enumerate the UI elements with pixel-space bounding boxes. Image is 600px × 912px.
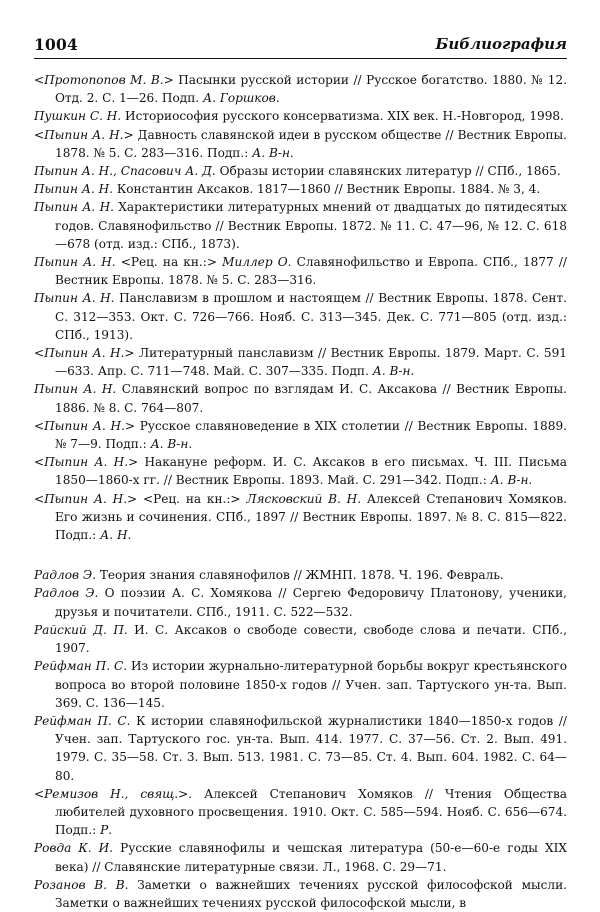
entry-italic-note: А. В-н. [372,364,415,379]
entry-text-continued: Алексей Степанович Хомяков. Его жизнь и сочинения. СПб., 1897 // Вестник Европы. 1897. № 8. С. 815—822. Подп.: [55,491,567,543]
entry-author: Пушкин С. Н. [34,109,122,124]
entry-author: Пыпин А. Н. [34,291,115,306]
entry-italic-note: Р. [100,823,113,838]
entry-italic-note: А. В-н. [150,437,193,452]
entry-text: Русские славянофилы и чешская литература (50-е—60-е годы XIX века) // Славянские литературные связи. Л., 1968. С. 29—71. [55,841,567,874]
bibliography-entry [34,380,567,416]
bibliography-entry [34,253,567,289]
bibliography-entry [34,785,567,840]
entry-text: Пасынки русской истории // Русское богатство. 1880. № 12. Отд. 2. С. 1—26. Подп. [55,73,567,106]
entry-author: Розанов В. В. [34,877,129,892]
entry-text: Историософия русского консерватизма. XIX век. Н.-Новгород, 1998. [121,109,564,124]
entry-author: <Пыпин А. Н.> [34,418,136,433]
bibliography-entry [34,71,567,107]
entry-author: Радлов Э. [34,568,96,583]
bibliography-entry [34,162,567,180]
entry-author: <Пыпин А. Н.> [34,455,139,470]
bibliography-entry [34,417,567,453]
entry-text: Константин Аксаков. 1817—1860 // Вестник Европы. 1884. № 3, 4. [113,182,541,197]
bibliography-entry [34,453,567,489]
entry-text: Заметки о важнейших течениях русской философской мысли. Заметки о важнейших течениях русской философской мысли, в [55,877,567,910]
entry-author: Рейфман П. С. [34,659,128,674]
entry-author: <Пыпин А. Н.> [34,127,134,142]
entry-author: Райский Д. П. [34,622,128,637]
bibliography-entry [34,584,567,620]
bibliography-entry [34,490,567,545]
page-number: 1004 [34,35,78,54]
entry-text: И. С. Аксаков о свободе совести, свободе слова и печати. СПб., 1907. [55,622,567,656]
entry-text: Русское славяноведение в XIX столетии // Вестник Европы. 1889. № 7—9. Подп.: [55,418,567,452]
entry-author: Пыпин А. Н. [34,200,114,215]
entry-text: Из истории журнально-литературной борьбы вокруг крестьянского вопроса во второй половине 1850-х годов // Учен. зап. Тартуского ун-та. Вып. 369. С. 136—145. [55,659,567,710]
bibliography-entry [34,621,567,657]
entry-italic-note: А. В-н. [252,145,294,160]
entry-author: <Ремизов Н., свящ.>. [34,786,193,801]
entry-italic-note: А. Горшков. [202,91,280,106]
entry-author: <Пыпин А. Н.> [34,491,138,506]
entry-text: <Рец. на кн.:> [115,255,223,270]
bibliography-entry [34,198,567,253]
entry-text: <Рец. на кн.:> [137,491,247,506]
entry-text: Алексей Степанович Хомяков // Чтения Общества любителей духовного просвещения. 1910. Окт. С. 585—594. Нояб. С. 656—674. Подп.: [55,786,567,838]
bibliography-entry [34,657,567,712]
entry-text: Давность славянской идеи в русском обществе // Вестник Европы. 1878. № 5. С. 283—316. Подп.: [55,127,567,160]
bibliography-entry [34,126,567,162]
entry-italic-note: А. В-н. [490,473,533,488]
bibliography-list [34,71,567,912]
entry-text: Характеристики литературных мнений от двадцатых до пятидесятых годов. Славянофильство // Вестник Европы. 1872. № 11. С. 47—96, № 12. С. 618—678 (отд. изд.: СПб., 1873). [55,200,567,251]
entry-italic-note: Миллер О. [222,255,292,270]
entry-author: Пыпин А. Н. [34,382,117,397]
entry-text: Литературный панславизм // Вестник Европы. 1879. Март. С. 591—633. Апр. С. 711—748. Май. С. 307—335. Подп. [55,346,567,379]
entry-author: Радлов Э. [34,586,99,601]
bibliography-entry [34,107,567,125]
entry-text: Образы истории славянских литератур // СПб., 1865. [215,164,561,179]
entry-italic-note: А. Н. [100,528,132,543]
entry-text: Теория знания славянофилов // ЖМНП. 1878. Ч. 196. Февраль. [95,568,504,583]
entry-text: Накануне реформ. И. С. Аксаков в его письмах. Ч. III. Письма 1850—1860-х гг. // Вестник Европы. 1893. Май. С. 291—342. Подп.: [55,455,567,488]
entry-text: К истории славянофильской журналистики 1840—1850-х годов // Учен. зап. Тартуского гос. ун-та. Вып. 414. 1977. С. 37—56. Ст. 2. Вып. 491. 1979. С. 35—58. Ст. 3. Вып. 513. 1981. С. 73—85. Ст. 4. Вып. 604. 1982. С. 64—80. [55,713,567,783]
entry-author: <Пыпин А. Н.> [34,346,135,361]
entry-text: Славянский вопрос по взглядам И. С. Аксакова // Вестник Европы. 1886. № 8. С. 764—807. [55,382,567,415]
bibliography-entry [34,289,567,344]
bibliography-entry [34,180,567,198]
entry-author: <Протопопов М. В.> [34,73,174,87]
entry-author: Пыпин А. Н., Спасович А. Д. [34,164,216,179]
bibliography-entry [34,712,567,785]
entry-text-continued: Славянофильство и Европа. СПб., 1877 // Вестник Европы. 1878. № 5. С. 283—316. [55,255,568,288]
bibliography-entry [34,566,567,584]
entry-author: Ровда К. И. [34,841,114,856]
running-header [34,34,567,59]
entry-author: Пыпин А. Н. [34,182,114,197]
entry-italic-note: Лясковский В. Н. [246,491,362,506]
bibliography-entry [34,876,567,912]
bibliography-entry [34,344,567,380]
entry-text: Панславизм в прошлом и настоящем // Вестник Европы. 1878. Сент. С. 312—353. Окт. С. 726—766. Нояб. С. 313—345. Дек. С. 771—805 (отд. изд.: СПб., 1913). [55,291,567,342]
bibliography-entry [34,839,567,875]
section-title: Библиография [435,35,567,53]
entry-author: Пыпин А. Н. [34,255,116,270]
entry-text: О поэзии А. С. Хомякова // Сергею Федоровичу Платонову, ученики, друзья и почитатели. СПб., 1911. С. 522—532. [55,586,567,619]
entry-author: Рейфман П. С. [34,713,131,728]
